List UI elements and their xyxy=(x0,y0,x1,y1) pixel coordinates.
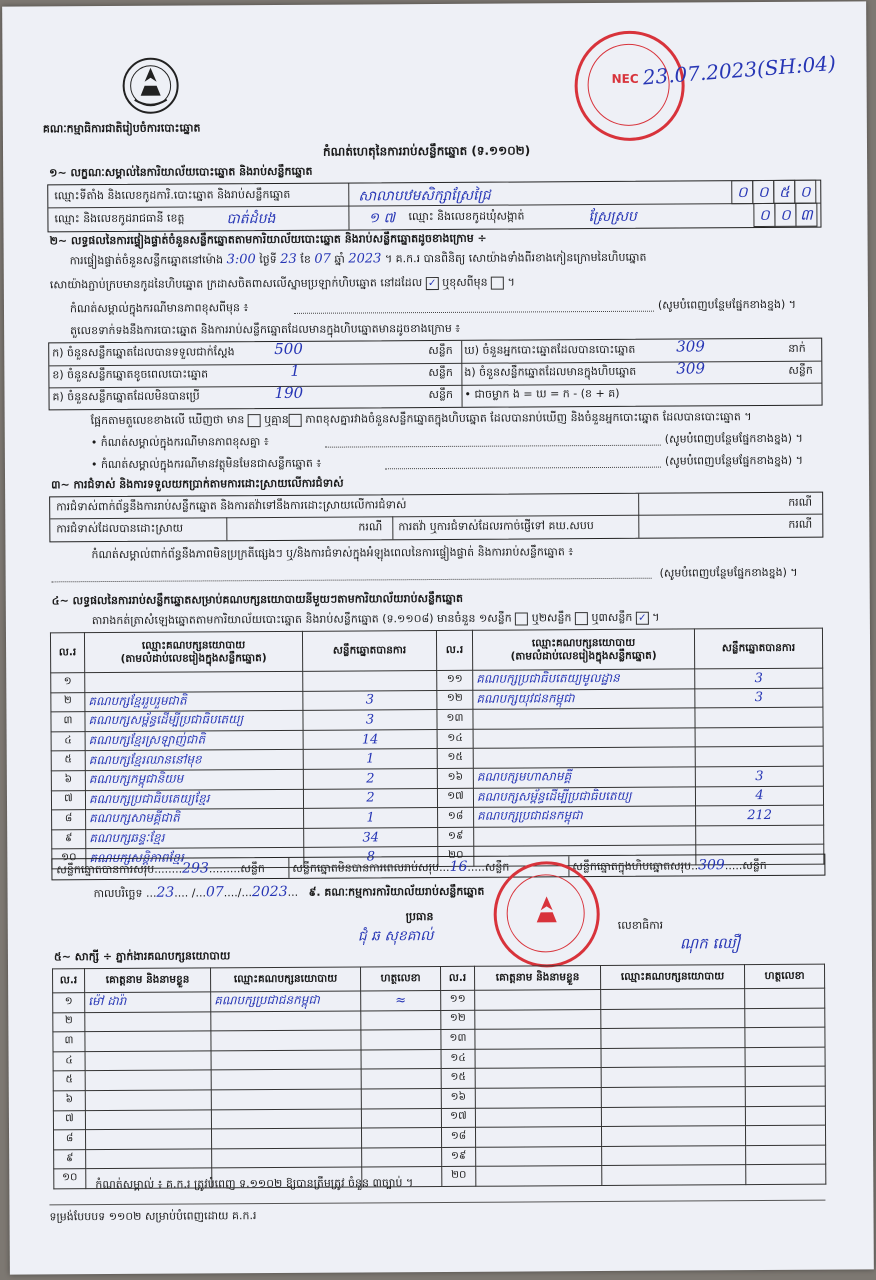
party-name: គណបក្សប្រជាជនកម្ពុជា xyxy=(474,806,696,827)
note1: កំណត់សម្គាល់ក្នុងករណីមានភាពខុសពីមុន ៖ xyxy=(69,301,249,316)
form-title: កំណត់ហេតុនៃការរាប់សន្លឹកឆ្នោត (ទ.១១០២) xyxy=(322,143,531,159)
table-row: ៩ ១៩ xyxy=(54,1145,826,1169)
witness-name xyxy=(86,1149,212,1169)
party-name: គណបក្សយុវជនកម្ពុជា xyxy=(473,689,695,710)
chair-label: ប្រធាន xyxy=(405,910,434,924)
count-left-value: 190 xyxy=(274,383,304,402)
witness-party xyxy=(212,1148,362,1169)
party-name: គណបក្សកម្ពុជានិយម xyxy=(85,769,303,790)
section4-title: ៤~ លទ្ធផលនៃការរាប់សន្លឹកឆ្នោតសម្រាប់គណបក្សនយោបាយនីមួយៗតាមការិយាល័យរាប់សន្លឹកឆ្នោត xyxy=(51,591,463,608)
secretary-label: លេខាធិការ xyxy=(617,918,664,932)
table-row: ១ ១១ គណបក្សប្រជាធិបតេយ្យមូលដ្ឋាន 3 xyxy=(51,668,823,692)
province-value: បាត់ដំបង xyxy=(226,210,276,228)
verify-time: 3:00 xyxy=(226,252,256,268)
section1-box xyxy=(47,180,821,233)
unchanged-checkbox[interactable]: ✓ xyxy=(426,276,439,289)
note3: • កំណត់សម្គាល់ក្នុងករណីមានវត្ថុមិនមែនជាសន្លឹកឆ្នោត ៖ xyxy=(90,456,322,472)
table-row: ៣ ១៣ xyxy=(53,1027,825,1051)
party-votes: 212 xyxy=(696,805,824,825)
table-row: ១០ ២០ xyxy=(54,1164,826,1188)
section3-title: ៣~ ការជំទាស់ និងការទទួលយកប្រាក់តាមការដោះស្រាយលើការជំទាស់ xyxy=(51,476,344,492)
commune-label: ឈ្មោះ និងលេខកូដឃុំសង្កាត់ xyxy=(408,209,525,224)
table-row: ១ ម៉ៅ ដារ៉ា គណបក្សប្រជាជនកម្ពុជា ≈ ១១ xyxy=(53,988,825,1012)
province-code: ១ ៧ xyxy=(368,210,396,227)
party-name: គណបក្សប្រជាធិបតេយ្យខ្មែរ xyxy=(85,789,303,810)
footnote: កំណត់សម្គាល់ ៖ គ.ក.រ ត្រូវបំពេញ ទ.១១០២ ឱ្យបានត្រឹមត្រូវ ចំនួន ៣ច្បាប់ ។ xyxy=(95,1176,414,1192)
party-votes xyxy=(696,825,824,845)
total-valid-votes: 293 xyxy=(182,860,209,877)
count-left-unit: សន្លឹក xyxy=(428,343,453,358)
three-sheet-checkbox[interactable]: ✓ xyxy=(636,611,649,624)
date-line: កាលបរិច្ឆេទ ...23.... /...07..../...2023... ៩. គណៈកម្មការការិយាល័យរាប់សន្លឹកឆ្នោត xyxy=(93,883,485,901)
section2-title: ២~ លទ្ធផលនៃការផ្ទៀងផ្ទាត់ចំនួនសន្លឹកឆ្នោតតាមការិយាល័យបោះឆ្នោត និងរាប់សន្លឹកឆ្នោតដូចខាងក្រោម ÷ xyxy=(49,231,487,248)
party-name: គណបក្សសម្ព័ន្ធដើម្បីប្រជាធិបតេយ្យ xyxy=(85,711,303,732)
total-ballots-in-box: 309 xyxy=(698,857,725,874)
party-name xyxy=(474,826,696,847)
seal-line: សោយ៉ាងភ្ជាប់ក្របមានកូដនៃហិបឆ្នោត ក្រដាសចិតពាសលើស្នាមប្រឡាក់ហិបឆ្នោត នៅដដែល ✓ ឬខុសពីមុន ។ xyxy=(49,275,515,292)
count-left-value: 500 xyxy=(274,339,303,358)
witness-party xyxy=(211,1128,361,1149)
witness-name: ម៉ៅ ដារ៉ា xyxy=(85,992,211,1012)
party-name: គណបក្សខ្មែរឈាននៅមុខ xyxy=(85,750,303,771)
table-row: ៤ ១៤ xyxy=(53,1047,825,1071)
stamp-seal: NEC xyxy=(574,30,685,141)
table-row: ១០ គណបក្សសន្តិភាពខ្មែរ 8 ២០ xyxy=(52,844,824,868)
secretary-signature: ណុក ឈឿ xyxy=(679,934,741,953)
witness-name xyxy=(85,1129,211,1149)
form-sheet: គណៈកម្មាធិការជាតិរៀបចំការបោះឆ្នោត NEC 23.07.2023(SH:04) កំណត់ហេតុនៃការរាប់សន្លឹកឆ្នោត (ទ.១១០២) ១~ លក្ខណៈសម្គាល់នៃការិយាល័យបោះឆ្នោត និងរាប់សន្លឹកឆ្នោត ឈ្មោះទីតាំង និងលេខកូដការិ.បោះឆ្នោត និងរាប់សន្លឹកឆ្នោត សាលាបឋមសិក្សាស្រែជ្រៃ ០ ០ ៥ ០ ឈ្មោះ និងលេខកូដរាជធានី ខេត្ត បាត់ដំបង ១ ៧ ឈ្មោះ និងលេខកូដឃុំសង្កាត់ ស្រែស្រប ០ ០ ៣ ២~ លទ្ធផលនៃការផ្ទៀងផ្ទាត់ចំនួនសន្លឹកឆ្នោតតាមការិយាល័យបោះឆ្នោត និងរាប់សន្លឹកឆ្នោតដូចខាងក្រោម ÷ ការផ្ទៀងផ្ទាត់ចំនួនសន្លឹកឆ្នោតនៅម៉ោង 3:00 ថ្ងៃទី 23 ខែ 07 ឆ្នាំ 2023 ។ គ.ក.រ បានពិនិត្យ សោយ៉ាងទាំងពីរខាងកៀនក្រោមនៃហិបឆ្នោត សោយ៉ាងភ្ជាប់ក្របមានកូដនៃហិបឆ្នោត ក្រដាសចិតពាសលើស្នាមប្រឡាក់ហិបឆ្នោត នៅដដែល ✓ ឬខុសពីមុន ។ កំណត់សម្គាល់ក្នុងករណីមានភាពខុសពីមុន ៖ (សូមបំពេញបន្ថែមផ្នែកខាងខ្នង) ។ តួលេខទាក់ទងនឹងការបោះឆ្នោត និងការរាប់សន្លឹកឆ្នោតដែលមានក្នុងហិបឆ្នោតមានដូចខាងក្រោម ៖ ក) ចំនួនសន្លឹកឆ្នោតដែលបានទទួលជាក់ស្តែង 500 សន្លឹក ឃ) ចំនួនអ្នកបោះឆ្នោតដែលបានបោះឆ្នោត 309 នាក់ ខ) ចំនួនសន្លឹកឆ្នោតខូចពេលបោះឆ្នោត 1 សន្លឹក ង) ចំនួនសន្លឹកឆ្នោតដែលមានក្នុងហិបឆ្នោត 309 សន្លឹក គ) ចំនួនសន្លឹកឆ្នោតដែលមិនបានប្រើ 190 សន្លឹក • ជាចម្លាក ង = ឃ = ក - (ខ + គ) ផ្អែកតាមតួលេខខាងលើ ឃើញថា មាន ឬគ្មាន ភាពខុសគ្នារវាងចំនួនសន្លឹកឆ្នោតក្នុងហិបឆ្នោត ដែលបានរាប់ឃើញ និងចំនួនអ្នកបោះឆ្នោត ដែលបានបោះឆ្នោត ។ • កំណត់សម្គាល់ក្នុងករណីមានភាពខុសគ្នា ៖ (សូមបំពេញបន្ថែមផ្នែកខាងខ្នង) ។ • កំណត់សម្គាល់ក្នុងករណីមានវត្ថុមិនមែនជាសន្លឹកឆ្នោត ៖ (សូមបំពេញបន្ថែមផ្នែកខាងខ្នង) ។ ៣~ ការជំទាស់ និងការទទួលយកប្រាក់តាមការដោះស្រាយលើការជំទាស់ ការជំទាស់ពាក់ព័ន្ធនឹងការរាប់សន្លឹកឆ្នោត និងការតវ៉ាទៅនឹងការដោះស្រាយលើការជំទាស់ ករណី ការជំទាស់ដែលបានដោះស្រាយ ករណី ការតវ៉ា ឬការជំទាស់ដែលរកាច់ផ្ញើទៅ គឃ.សបប ករណី កំណត់សម្គាល់ពាក់ព័ន្ធនឹងភាពមិនប្រក្រតីផ្សេងៗ ឬ/និងការជំទាស់ក្នុងអំឡុងពេលនៃការផ្ទៀងផ្ទាត់ និងការរាប់សន្លឹកឆ្នោត ៖ (សូមបំពេញបន្ថែមផ្នែកខាងខ្នង) ។ ៤~ លទ្ធផលនៃការរាប់សន្លឹកឆ្នោតសម្រាប់គណបក្សនយោបាយនីមួយៗតាមការិយាល័យរាប់សន្លឹកឆ្នោត តារាងកត់ត្រាសំឡេងឆ្នោតតាមការិយាល័យបោះឆ្នោត និងរាប់សន្លឹកឆ្នោត (ទ.១១០៨) មានចំនួន ១សន្លឹក ឬ២សន្លឹក ឬ៣សន្លឹក ✓ ។ ល.រ ឈ្មោះគណបក្សនយោបាយ (តាមលំដាប់លេខរៀងក្នុងសន្លឹកឆ្នោត) សន្លឹកឆ្នោតបានការ ល.រ ឈ្មោះគណបក្សនយោបាយ (តាមលំដាប់លេខរៀងក្នុងសន្លឹកឆ្នោត) សន្លឹកឆ្នោតបានការ ១ ១១ គណបក្សប្រជាធិបតេយ្យមូលដ្ឋាន 3 ២ គណបក្សខ្មែររួបរួមជាតិ 3 ១២ គណបក្សយុវជនកម្ពុជា 3 ៣ គណបក្សសម្ព័ន្ធដើម្បីប្រជាធិបតេយ្យ 3 ១៣ ៤ គណបក្សខ្មែរស្រឡាញ់ជាតិ 14 ១៤ ៥ គណបក្សខ្មែរឈាននៅមុខ 1 ១៥ ៦ គណបក្សកម្ពុជានិយម 2 ១៦ គណបក្សមហាសាមគ្គី 3 ៧ គណបក្សប្រជាធិបតេយ្យខ្មែរ 2 ១៧ គណបក្សសម្ព័ន្ធដើម្បីប្រជាធិបតេយ្យ 4 ៨ គណបក្សសាមគ្គីជាតិ 1 ១៨ គណបក្សប្រជាជនកម្ពុជា 212 ៩ គណបក្សឆន្ទៈខ្មែរ 34 ១៩ ១០ គណបក្សសន្តិភាពខ្មែរ 8 ២០ សន្លឹកឆ្នោតបានការសរុប........293.........សន្លឹក សន្លឹកឆ្នោតមិនបានការពេលរាប់សរុប...16.....សន្លឹក សន្លឹកឆ្នោតក្នុងហិបឆ្នោតសរុប..309.....សន្លឹក កាលបរិច្ឆេទ ...23.... /...07..../...2023... ៩. គណៈកម្មការការិយាល័យរាប់សន្លឹកឆ្នោត ប្រធាន ជុំ ឆ សុខគាល់ លេខាធិការ ណុក ឈឿ ៥~ សាក្សី ÷ ភ្នាក់ងារគណបក្សនយោបាយ ល.រ គោត្តនាម និងនាមខ្លួន ឈ្មោះគណបក្សនយោបាយ ហត្ថលេខា ល.រ គោត្តនាម និងនាមខ្លួន ឈ្មោះគណបក្សនយោបាយ ហត្ថលេខា ១ ម៉ៅ ដារ៉ា គណបក្សប្រជាជនកម្ពុជា ≈ ១១ ២ ១២ ៣ ១៣ ៤ ១៤ ៥ ១៥ ៦ ១៦ ៧ ១៧ ៨ ១៨ ៩ ១៩ ១០ ២០ កំណត់សម្គាល់ ៖ គ.ក.រ ត្រូវបំពេញ ទ.១១០២ ឱ្យបានត្រឹមត្រូវ ចំនួន ៣ច្បាប់ ។ ទម្រង់បែបបទ ១១០២ សម្រាប់បំពេញដោយ គ.ក.រ xyxy=(2,1,874,1274)
org-name: គណៈកម្មាធិការជាតិរៀបចំការបោះឆ្នោត xyxy=(42,121,201,136)
party-name xyxy=(473,747,695,768)
objection-box: ការជំទាស់ពាក់ព័ន្ធនឹងការរាប់សន្លឹកឆ្នោត និងការតវ៉ាទៅនឹងការដោះស្រាយលើការជំទាស់ ករណី ការជំទាស់ដែលបានដោះស្រាយ ករណី ការតវ៉ា ឬការជំទាស់ដែលរកាច់ផ្ញើទៅ គឃ.សបប ករណី xyxy=(49,492,823,543)
witness-name xyxy=(85,1109,211,1129)
table-row: ៨ គណបក្សសាមគ្គីជាតិ 1 ១៨ គណបក្សប្រជាជនកម្ពុជា 212 xyxy=(52,805,824,829)
diff-yes-checkbox[interactable] xyxy=(248,414,261,427)
total-invalid-votes: 16 xyxy=(449,858,468,875)
table-row: ២ ១២ xyxy=(53,1008,825,1032)
party-name: គណបក្សខ្មែរស្រឡាញ់ជាតិ xyxy=(85,730,303,751)
witness-party xyxy=(211,1050,361,1071)
party-votes: 3 xyxy=(695,668,823,688)
commune-value: ស្រែស្រប xyxy=(588,208,637,226)
party-votes: 1 xyxy=(303,749,437,769)
table-row: ៣ គណបក្សសម្ព័ន្ធដើម្បីប្រជាធិបតេយ្យ 3 ១៣ xyxy=(51,707,823,731)
count-right-value: 309 xyxy=(676,337,705,356)
table-row: ៦ គណបក្សកម្ពុជានិយម 2 ១៦ គណបក្សមហាសាមគ្គី 3 xyxy=(51,766,823,790)
party-votes: 3 xyxy=(303,710,437,730)
verify-day: 23 xyxy=(280,251,297,267)
table-row: ៧ ១៧ xyxy=(53,1106,825,1130)
witness-signature: ≈ xyxy=(361,990,441,1010)
results-table: ល.រ ឈ្មោះគណបក្សនយោបាយ (តាមលំដាប់លេខរៀងក្នុងសន្លឹកឆ្នោត) សន្លឹកឆ្នោតបានការ ល.រ ឈ្មោះគណបក្សនយោបាយ (តាមលំដាប់លេខរៀងក្នុងសន្លឹកឆ្នោត) សន្លឹកឆ្នោតបានការ ១ ១១ គណបក្សប្រជាធិបតេយ្យមូលដ្ឋាន 3 ២ គណបក្សខ្មែររួបរួមជាតិ 3 ១២ គណបក្សយុវជនកម្ពុជា 3 ៣ គណបក្សសម្ព័ន្ធដើម្បីប្រជាធិបតេយ្យ 3 ១៣ ៤ គណបក្សខ្មែរស្រឡាញ់ជាតិ 14 ១៤ ៥ គណបក្សខ្មែរឈាននៅមុខ 1 ១៥ ៦ គណបក្សកម្ពុជានិយម 2 ១៦ គណបក្សមហាសាមគ្គី 3 ៧ គណបក្សប្រជាធិបតេយ្យខ្មែរ 2 ១៧ គណបក្សសម្ព័ន្ធដើម្បីប្រជាធិបតេយ្យ 4 ៨ គណបក្សសាមគ្គីជាតិ 1 ១៨ គណបក្សប្រជាជនកម្ពុជា 212 ៩ គណបក្សឆន្ទៈខ្មែរ 34 ១៩ ១០ គណបក្សសន្តិភាពខ្មែរ 8 ២០ xyxy=(50,628,824,870)
province-label: ឈ្មោះ និងលេខកូដរាជធានី ខេត្ត xyxy=(54,211,185,226)
party-votes: 4 xyxy=(695,786,823,806)
witness-signature xyxy=(361,1049,441,1069)
party-name: គណបក្សឆន្ទៈខ្មែរ xyxy=(86,828,304,849)
party-votes xyxy=(695,747,823,767)
party-votes: 3 xyxy=(695,688,823,708)
witness-party xyxy=(211,1011,361,1032)
party-votes: 2 xyxy=(303,788,437,808)
witness-signature xyxy=(361,1128,441,1148)
party-name xyxy=(85,671,303,692)
party-votes: 1 xyxy=(304,808,438,828)
witness-party xyxy=(211,1109,361,1130)
witness-signature xyxy=(361,1030,441,1050)
commune-code: ០ ០ ៣ xyxy=(754,203,817,227)
two-sheet-checkbox[interactable] xyxy=(575,612,588,625)
nec-logo xyxy=(120,56,180,116)
party-name: គណបក្សសម្ព័ន្ធដើម្បីប្រជាធិបតេយ្យ xyxy=(473,786,695,807)
committee-stamp xyxy=(493,861,600,968)
party-votes: 34 xyxy=(304,827,438,847)
changed-checkbox[interactable] xyxy=(491,276,504,289)
section3-note: កំណត់សម្គាល់ពាក់ព័ន្ធនឹងភាពមិនប្រក្រតីផ្សេងៗ ឬ/និងការជំទាស់ក្នុងអំឡុងពេលនៃការផ្ទៀងផ្ទាត់ និងការរាប់សន្លឹកឆ្នោត ៖ xyxy=(91,545,574,562)
count-left-label: ក) ចំនួនសន្លឹកឆ្នោតដែលបានទទួលជាក់ស្តែង xyxy=(52,345,235,360)
witness-signature xyxy=(361,1010,441,1030)
party-votes xyxy=(695,727,823,747)
table-row: ៩ គណបក្សឆន្ទៈខ្មែរ 34 ១៩ xyxy=(52,825,824,849)
chair-signature: ជុំ ឆ សុខគាល់ xyxy=(357,928,434,945)
party-name xyxy=(473,708,695,729)
count-right-label: ង) ចំនួនសន្លឹកឆ្នោតដែលមានក្នុងហិបឆ្នោត xyxy=(464,364,637,379)
verify-year: 2023 xyxy=(348,251,382,267)
count-right-unit: នាក់ xyxy=(788,341,806,355)
witness-party xyxy=(211,1089,361,1110)
party-votes: 3 xyxy=(695,766,823,786)
count-left-unit: សន្លឹក xyxy=(428,365,453,380)
party-votes: 3 xyxy=(303,690,437,710)
party-name: គណបក្សខ្មែររួបរួមជាតិ xyxy=(85,691,303,712)
location-label: ឈ្មោះទីតាំង និងលេខកូដការិ.បោះឆ្នោត និងរាប់សន្លឹកឆ្នោត xyxy=(54,187,291,203)
party-name: គណបក្សសាមគ្គីជាតិ xyxy=(86,808,304,829)
party-votes xyxy=(303,671,437,691)
witness-party xyxy=(211,1069,361,1090)
count-right-label: • ជាចម្លាក ង = ឃ = ក - (ខ + គ) xyxy=(464,386,620,401)
party-votes: 8 xyxy=(304,847,438,867)
witness-party: គណបក្សប្រជាជនកម្ពុជា xyxy=(211,991,361,1012)
one-sheet-checkbox[interactable] xyxy=(515,612,528,625)
party-votes: 14 xyxy=(303,729,437,749)
count-left-value: 1 xyxy=(290,361,300,380)
form-footer: ទម្រង់បែបបទ ១១០២ សម្រាប់បំពេញដោយ គ.ក.រ xyxy=(49,1209,257,1224)
table-row: ៥ ១៥ xyxy=(53,1067,825,1091)
table-row: ៤ គណបក្សខ្មែរស្រឡាញ់ជាតិ 14 ១៤ xyxy=(51,727,823,751)
count-left-label: គ) ចំនួនសន្លឹកឆ្នោតដែលមិនបានប្រើ xyxy=(52,389,200,404)
totals-row: សន្លឹកឆ្នោតបានការសរុប........293.........សន្លឹក សន្លឹកឆ្នោតមិនបានការពេលរាប់សរុប...16.....សន្លឹក សន្លឹកឆ្នោតក្នុងហិបឆ្នោតសរុប..309.....សន្លឹក xyxy=(51,854,825,881)
count-left-unit: សន្លឹក xyxy=(428,387,454,402)
witness-name xyxy=(85,1051,211,1071)
witness-name xyxy=(85,1070,211,1090)
party-votes xyxy=(695,707,823,727)
witness-name xyxy=(85,1090,211,1110)
count-right-unit: សន្លឹក xyxy=(788,363,813,377)
verify-line: ការផ្ទៀងផ្ទាត់ចំនួនសន្លឹកឆ្នោតនៅម៉ោង 3:00 ថ្ងៃទី 23 ខែ 07 ឆ្នាំ 2023 ។ គ.ក.រ បានពិនិត្យ សោយ៉ាងទាំងពីរខាងកៀនក្រោមនៃហិបឆ្នោត xyxy=(69,250,647,268)
count-right-label: ឃ) ចំនួនអ្នកបោះឆ្នោតដែលបានបោះឆ្នោត xyxy=(464,342,636,357)
table-row: ២ គណបក្សខ្មែររួបរួមជាតិ 3 ១២ គណបក្សយុវជនកម្ពុជា 3 xyxy=(51,688,823,712)
party-name: គណបក្សមហាសាមគ្គី xyxy=(473,767,695,788)
count-left-label: ខ) ចំនួនសន្លឹកឆ្នោតខូចពេលបោះឆ្នោត xyxy=(52,367,209,382)
witness-party xyxy=(211,1030,361,1051)
party-name: គណបក្សប្រជាធិបតេយ្យមូលដ្ឋាន xyxy=(473,669,695,690)
verify-month: 07 xyxy=(314,251,331,267)
section5-title: ៥~ សាក្សី ÷ ភ្នាក់ងារគណបក្សនយោបាយ xyxy=(53,949,231,964)
party-name: គណបក្សសន្តិភាពខ្មែរ xyxy=(86,848,304,869)
location-value: សាលាបឋមសិក្សាស្រែជ្រៃ xyxy=(358,187,491,205)
tally-sheet-line: តារាងកត់ត្រាសំឡេងឆ្នោតតាមការិយាល័យបោះឆ្នោត និងរាប់សន្លឹកឆ្នោត (ទ.១១០៨) មានចំនួន ១សន្លឹក ឬ២សន្លឹក ឬ៣សន្លឹក ✓ ។ xyxy=(91,610,660,628)
table-row: ៨ ១៨ xyxy=(53,1125,825,1149)
witness-signature xyxy=(361,1108,441,1128)
table-row: ៥ គណបក្សខ្មែរឈាននៅមុខ 1 ១៥ xyxy=(51,747,823,771)
witness-name xyxy=(85,1031,211,1051)
witness-name xyxy=(85,1011,211,1031)
section1-title: ១~ លក្ខណៈសម្គាល់នៃការិយាល័យបោះឆ្នោត និងរាប់សន្លឹកឆ្នោត xyxy=(49,164,313,180)
party-votes: 2 xyxy=(303,768,437,788)
witness-signature xyxy=(361,1088,441,1108)
count-right-value: 309 xyxy=(676,359,706,378)
witness-table: ល.រ គោត្តនាម និងនាមខ្លួន ឈ្មោះគណបក្សនយោបាយ ហត្ថលេខា ល.រ គោត្តនាម និងនាមខ្លួន ឈ្មោះគណបក្សនយោបាយ ហត្ថលេខា ១ ម៉ៅ ដារ៉ា គណបក្សប្រជាជនកម្ពុជា ≈ ១១ ២ ១២ ៣ ១៣ ៤ ១៤ ៥ ១៥ ៦ ១៦ ៧ ១៧ ៨ ១៨ ៩ ១៩ ១០ ២០ xyxy=(52,964,826,1190)
witness-signature xyxy=(361,1069,441,1089)
table-row: ៦ ១៦ xyxy=(53,1086,825,1110)
compare-line: ផ្អែកតាមតួលេខខាងលើ ឃើញថា មាន ឬគ្មាន ភាពខុសគ្នារវាងចំនួនសន្លឹកឆ្នោតក្នុងហិបឆ្នោត ដែលបានរាប់ឃើញ និងចំនួនអ្នកបោះឆ្នោត ដែលបានបោះឆ្នោត ។ xyxy=(90,410,752,428)
location-code: ០ ០ ៥ ០ xyxy=(732,180,816,205)
party-name xyxy=(473,728,695,749)
counts-intro: តួលេខទាក់ទងនឹងការបោះឆ្នោត និងការរាប់សន្លឹកឆ្នោតដែលមានក្នុងហិបឆ្នោតមានដូចខាងក្រោម ៖ xyxy=(70,321,461,338)
table-row: ៧ គណបក្សប្រជាធិបតេយ្យខ្មែរ 2 ១៧ គណបក្សសម្ព័ន្ធដើម្បីប្រជាធិបតេយ្យ 4 xyxy=(51,786,823,810)
diff-no-checkbox[interactable] xyxy=(289,413,302,426)
note2: • កំណត់សម្គាល់ក្នុងករណីមានភាពខុសគ្នា ៖ xyxy=(90,435,269,450)
handwritten-stamp-date: 23.07.2023(SH:04) xyxy=(641,50,837,90)
witness-signature xyxy=(362,1147,442,1167)
